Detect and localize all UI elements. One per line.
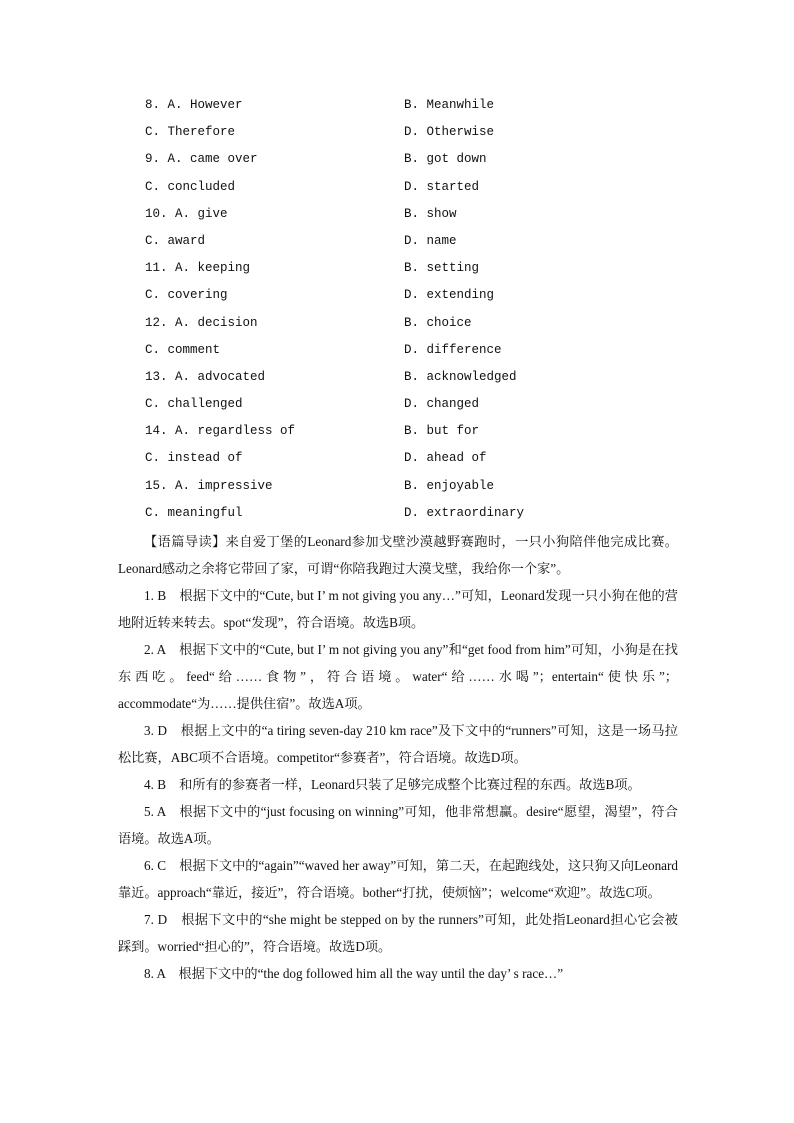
option-left: 15. A. impressive — [145, 478, 273, 493]
option-left: C. comment — [145, 342, 221, 357]
explanation-item: 8. A 根据下文中的“the dog followed him all the way until the day’ s race…” — [144, 966, 564, 981]
explanation-item: 4. B 和所有的参赛者一样，Leonard只装了足够完成整个比赛过程的东西。故选B项。 — [144, 777, 641, 792]
explanation-item: 6. C 根据下文中的“again”“waved her away”可知，第二天，在起跑线处，这只狗又向Leonard靠近。approach“靠近，接近”，符合语境。bother“打扰，使烦恼”；welcome“欢迎”。故选C项。 — [118, 858, 678, 900]
option-left: 13. A. advocated — [145, 369, 266, 384]
option-right: D. ahead of — [404, 451, 487, 466]
option-row — [145, 96, 705, 123]
option-row — [145, 477, 705, 504]
option-right: D. changed — [404, 397, 480, 412]
option-right: D. difference — [404, 342, 502, 357]
passage-guide: 【语篇导读】来自爱丁堡的Leonard参加戈壁沙漠越野赛跑时，一只小狗陪伴他完成比赛。Leonard感动之余将它带回了家，可谓“你陪我跑过大漠戈壁，我给你一个家”。 — [118, 534, 678, 576]
option-row — [145, 259, 705, 286]
option-right: B. Meanwhile — [404, 98, 495, 112]
option-right: D. started — [404, 179, 480, 194]
explanation-item: 7. D 根据下文中的“she might be stepped on by the runners”可知，此处指Leonard担心它会被踩到。worried“担心的”，符合语境。故选D项。 — [118, 912, 678, 954]
option-left: C. award — [145, 233, 206, 248]
option-left: 10. A. give — [145, 206, 228, 221]
explanation-item: 2. A 根据下文中的“Cute, but I’ m not giving you any”和“get food from him”可知，小狗是在找东西吃。feed“给……食物”，符合语境。water“给……水喝”；entertain“使快乐”；accommodate“为……提供住宿”。故选A项。 — [118, 642, 678, 711]
option-left: C. Therefore — [145, 125, 236, 140]
explanation-item: 3. D 根据上文中的“a tiring seven-day 210 km race”及下文中的“runners”可知，这是一场马拉松比赛，ABC项不合语境。competitor“参赛者”，符合语境。故选D项。 — [118, 723, 678, 765]
option-left: 12. A. decision — [145, 315, 258, 330]
option-row — [145, 205, 705, 232]
option-row — [145, 232, 705, 259]
option-row — [145, 341, 705, 368]
option-left: C. meaningful — [145, 505, 243, 520]
option-left: C. concluded — [145, 179, 236, 194]
option-right: B. choice — [404, 315, 472, 330]
option-left: 9. A. came over — [145, 152, 258, 167]
option-left: 11. A. keeping — [145, 261, 251, 276]
explanation-item: 1. B 根据下文中的“Cute, but I’ m not giving you any…”可知，Leonard发现一只小狗在他的营地附近转来转去。spot“发现”，符合语境。故选B项。 — [118, 588, 678, 630]
option-row — [145, 150, 705, 177]
option-row — [145, 368, 705, 395]
option-right: B. enjoyable — [404, 478, 495, 493]
option-left: C. covering — [145, 288, 228, 303]
option-right: D. extraordinary — [404, 505, 525, 520]
option-row — [145, 286, 705, 313]
option-row — [145, 504, 705, 531]
option-row — [145, 422, 705, 449]
option-row — [145, 123, 705, 150]
option-left: C. instead of — [145, 451, 243, 466]
explanation-item: 5. A 根据下文中的“just focusing on winning”可知，他非常想赢。desire“愿望，渴望”，符合语境。故选A项。 — [118, 804, 678, 846]
option-left: 14. A. regardless of — [145, 424, 296, 439]
option-row — [145, 449, 705, 476]
option-right: B. acknowledged — [404, 369, 517, 384]
option-right: B. got down — [404, 152, 487, 167]
option-right: D. Otherwise — [404, 125, 495, 140]
option-right: B. but for — [404, 424, 480, 439]
option-row — [145, 314, 705, 341]
option-left: C. challenged — [145, 397, 243, 412]
option-row — [145, 395, 705, 422]
option-right: B. show — [404, 206, 457, 221]
option-right: D. extending — [404, 288, 495, 303]
option-right: D. name — [404, 233, 457, 248]
option-left: 8. A. However — [145, 98, 243, 112]
option-right: B. setting — [404, 261, 480, 276]
explanation-text — [118, 528, 678, 987]
option-row — [145, 178, 705, 205]
answer-options — [145, 96, 705, 531]
